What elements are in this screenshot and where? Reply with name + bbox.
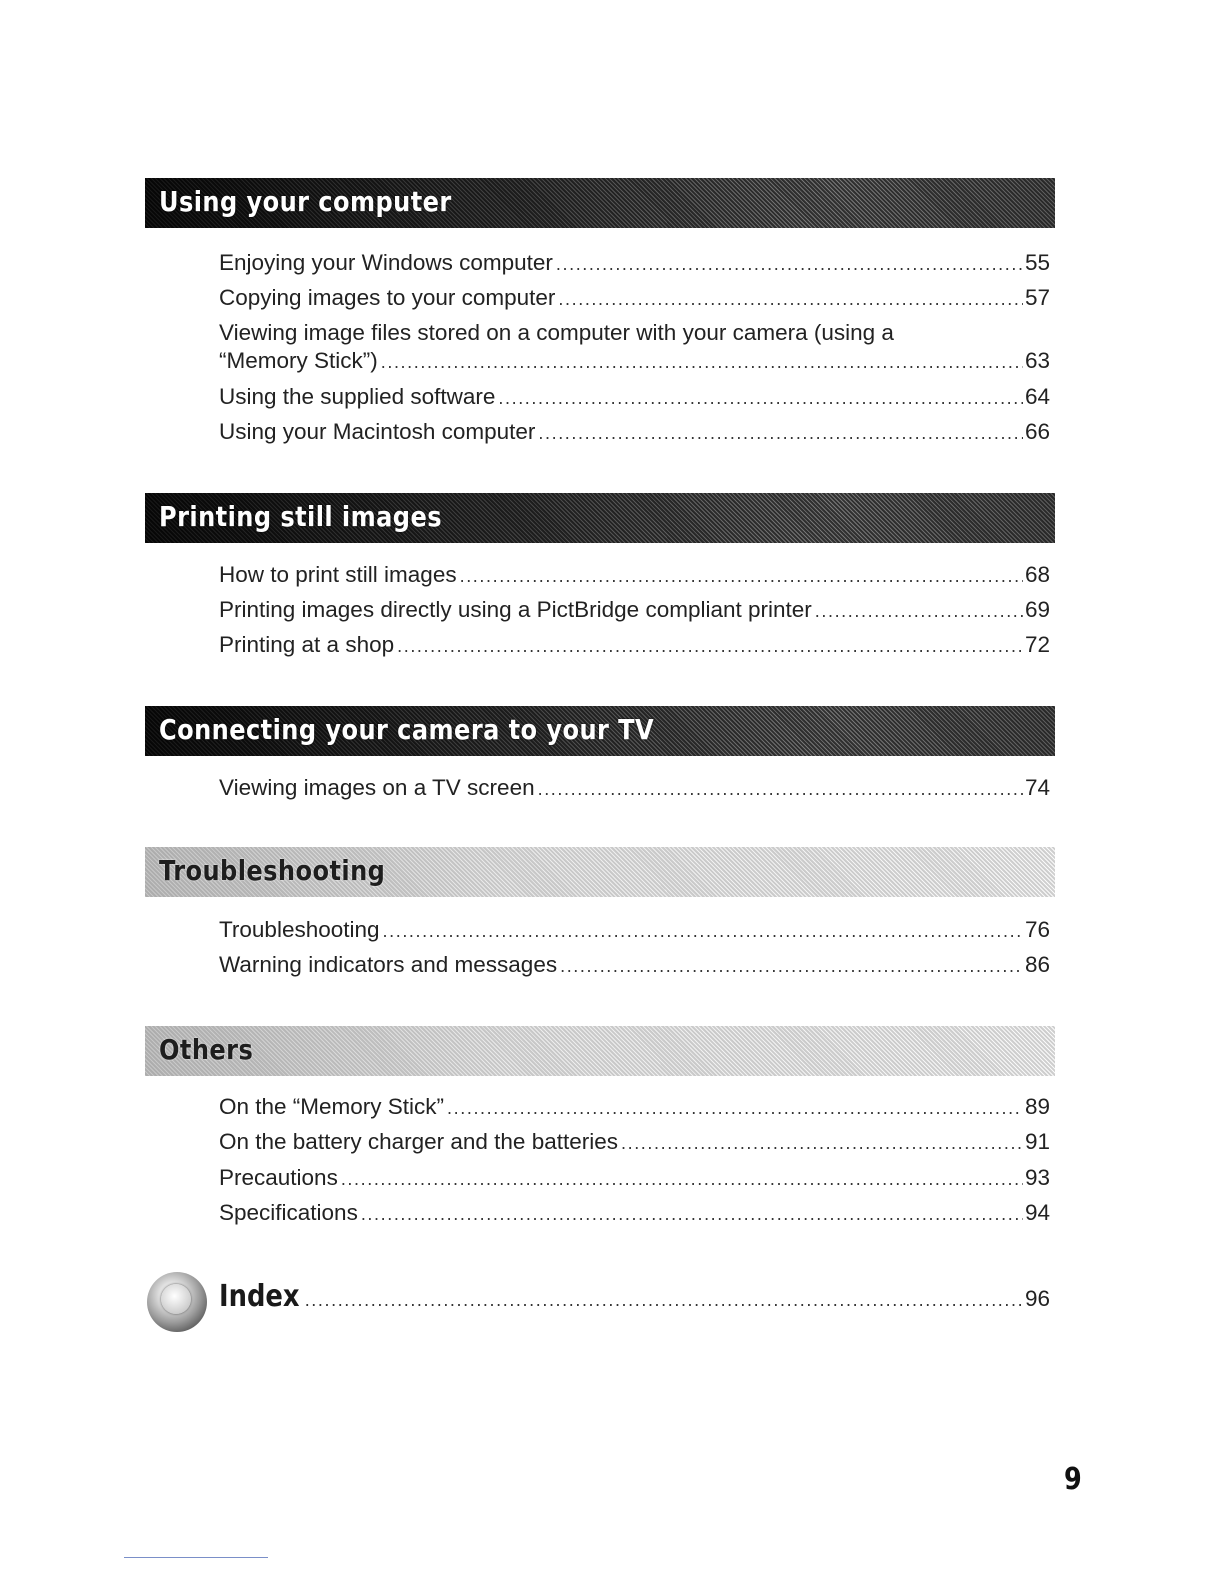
leader-dots: [815, 596, 1023, 626]
leader-dots: [460, 561, 1023, 591]
leader-dots: [538, 418, 1023, 448]
toc-entry[interactable]: [219, 1127, 1050, 1157]
toc-entry-page: 93: [1024, 1165, 1050, 1190]
toc-entry-page: 74: [1024, 775, 1050, 800]
toc-entry[interactable]: [219, 950, 1050, 980]
toc-entry-page: 55: [1024, 250, 1050, 275]
toc-entry[interactable]: [219, 630, 1050, 660]
toc-entry-label: On the “Memory Stick”: [219, 1094, 445, 1119]
section-header-using-your-computer: [145, 178, 1055, 228]
toc-entry[interactable]: [219, 248, 1050, 278]
toc-entry-label: Troubleshooting: [219, 917, 380, 942]
leader-dots: [538, 774, 1023, 804]
leader-dots: [383, 916, 1023, 946]
toc-entry[interactable]: [219, 560, 1050, 590]
section-title: Printing still images: [159, 500, 442, 533]
leader-dots: [621, 1128, 1023, 1158]
toc-entry-label: Using the supplied software: [219, 384, 496, 409]
toc-entry[interactable]: [219, 1163, 1050, 1193]
toc-entry-page: 68: [1024, 562, 1050, 587]
leader-dots: [447, 1093, 1023, 1123]
index-disc-icon: [147, 1272, 207, 1332]
toc-entry-page: 63: [1024, 348, 1050, 373]
footer-rule: [124, 1557, 268, 1558]
toc-entry-label: Printing images directly using a PictBridge compliant printer: [219, 597, 812, 622]
toc-entry-label: How to print still images: [219, 562, 457, 587]
toc-entry-index[interactable]: [219, 1279, 1050, 1319]
page-number: 9: [1064, 1462, 1082, 1497]
toc-entry[interactable]: [219, 595, 1050, 625]
toc-entry-label: “Memory Stick”): [219, 348, 378, 373]
toc-entry-label: Using your Macintosh computer: [219, 419, 536, 444]
toc-entry-page: 86: [1024, 952, 1050, 977]
leader-dots: [560, 951, 1023, 981]
toc-entry-page: 89: [1024, 1094, 1050, 1119]
toc-entry[interactable]: [219, 1198, 1050, 1228]
toc-entry-page: 66: [1024, 419, 1050, 444]
leader-dots: [558, 284, 1023, 314]
toc-entry-label: Printing at a shop: [219, 632, 395, 657]
toc-entry[interactable]: [219, 1092, 1050, 1122]
toc-entry-page: 64: [1024, 384, 1050, 409]
leader-dots: [305, 1290, 1023, 1311]
toc-entry-page: 76: [1024, 917, 1050, 942]
toc-entry-page: 72: [1024, 632, 1050, 657]
toc-entry-page: 69: [1024, 597, 1050, 622]
toc-entry-label: Precautions: [219, 1165, 338, 1190]
section-title: Connecting your camera to your TV: [159, 713, 655, 746]
section-header-connecting-camera-tv: [145, 706, 1055, 756]
toc-entry[interactable]: [219, 417, 1050, 447]
toc-entry[interactable]: [219, 382, 1050, 412]
index-label: Index: [219, 1279, 300, 1314]
toc-entry-label: On the battery charger and the batteries: [219, 1129, 618, 1154]
toc-entry-label: Enjoying your Windows computer: [219, 250, 553, 275]
section-header-printing-still-images: [145, 493, 1055, 543]
leader-dots: [498, 383, 1023, 413]
toc-entry[interactable]: [219, 915, 1050, 945]
section-header-others: [145, 1026, 1055, 1076]
toc-entry-page: 94: [1024, 1200, 1050, 1225]
leader-dots: [397, 631, 1023, 661]
leader-dots: [341, 1164, 1023, 1194]
toc-entry-page: 57: [1024, 285, 1050, 310]
leader-dots: [361, 1199, 1023, 1229]
toc-entry[interactable]: [219, 773, 1050, 803]
toc-entry-label: Specifications: [219, 1200, 358, 1225]
index-page: 96: [1024, 1286, 1050, 1311]
leader-dots: [556, 249, 1023, 279]
section-title: Others: [159, 1033, 254, 1066]
toc-entry-page: 91: [1024, 1129, 1050, 1154]
toc-entry-label-line1[interactable]: Viewing image files stored on a computer with your camera (using a: [219, 320, 894, 345]
toc-entry[interactable]: [219, 346, 1050, 376]
section-header-troubleshooting: [145, 847, 1055, 897]
section-title: Troubleshooting: [159, 854, 386, 887]
toc-entry[interactable]: [219, 283, 1050, 313]
section-title: Using your computer: [159, 185, 452, 218]
toc-entry-label: Warning indicators and messages: [219, 952, 558, 977]
toc-entry-label: Viewing images on a TV screen: [219, 775, 535, 800]
leader-dots: [381, 347, 1023, 377]
toc-entry-label: Copying images to your computer: [219, 285, 556, 310]
